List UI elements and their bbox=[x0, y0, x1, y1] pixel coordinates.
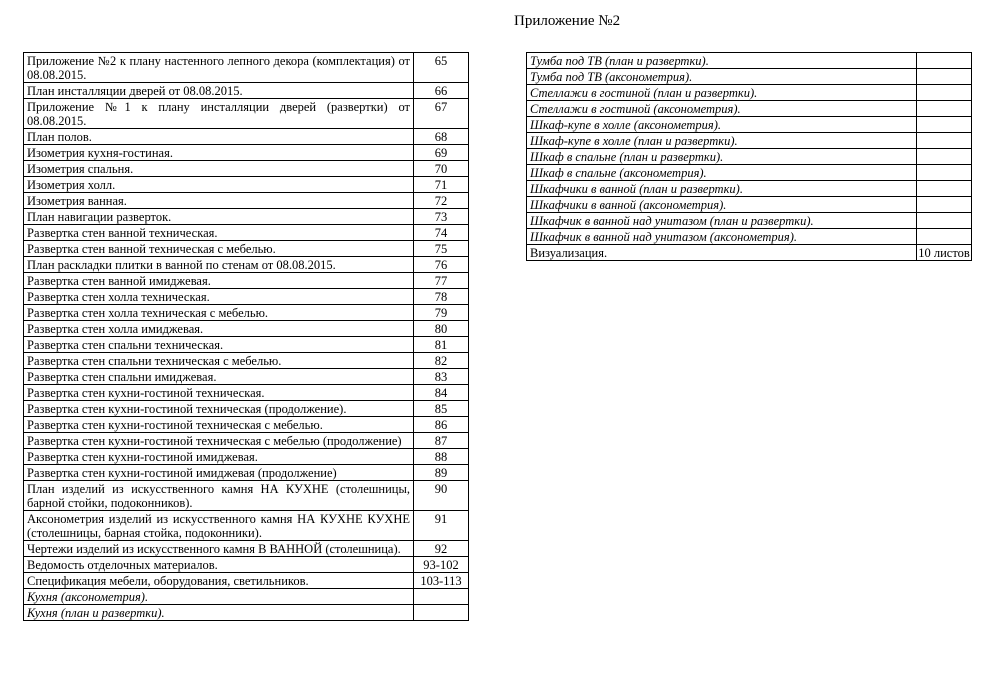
table-row bbox=[527, 117, 972, 133]
table-row bbox=[24, 511, 469, 541]
table-row bbox=[527, 133, 972, 149]
row-page-number: 70 bbox=[414, 161, 469, 177]
row-page-number bbox=[917, 197, 972, 213]
row-title: Шкаф-купе в холле (план и развертки). bbox=[527, 133, 917, 149]
table-row bbox=[24, 209, 469, 225]
row-title: Развертка стен кухни-гостиной техническая с мебелью. bbox=[24, 417, 414, 433]
row-title: Изометрия спальня. bbox=[24, 161, 414, 177]
row-title: Развертка стен кухни-гостиной техническая. bbox=[24, 385, 414, 401]
page-heading: Приложение №2 bbox=[514, 13, 621, 29]
table-row bbox=[24, 433, 469, 449]
row-page-number: 80 bbox=[414, 321, 469, 337]
row-title: Визуализация. bbox=[527, 245, 917, 261]
row-page-number bbox=[917, 85, 972, 101]
row-title: Приложение №1 к плану инсталляции дверей (развертки) от 08.08.2015. bbox=[24, 99, 414, 129]
table-row bbox=[24, 83, 469, 99]
table-row bbox=[24, 177, 469, 193]
row-title: Шкафчики в ванной (план и развертки). bbox=[527, 181, 917, 197]
row-page-number: 84 bbox=[414, 385, 469, 401]
row-title: Аксонометрия изделий из искусственного камня НА КУХНЕ КУХНЕ (столешницы, барная стойка, подоконники). bbox=[24, 511, 414, 541]
row-title: Спецификация мебели, оборудования, светильников. bbox=[24, 573, 414, 589]
table-row bbox=[24, 193, 469, 209]
table-row bbox=[24, 465, 469, 481]
table-row bbox=[24, 289, 469, 305]
table-row bbox=[24, 145, 469, 161]
row-page-number bbox=[917, 213, 972, 229]
row-page-number: 67 bbox=[414, 99, 469, 129]
table-row bbox=[24, 257, 469, 273]
table-row bbox=[24, 129, 469, 145]
table-row bbox=[527, 197, 972, 213]
row-title: План раскладки плитки в ванной по стенам от 08.08.2015. bbox=[24, 257, 414, 273]
table-row bbox=[24, 353, 469, 369]
row-page-number: 74 bbox=[414, 225, 469, 241]
table-row bbox=[24, 321, 469, 337]
contents-table-left bbox=[23, 52, 469, 621]
row-page-number bbox=[917, 101, 972, 117]
table-row bbox=[24, 417, 469, 433]
table-row bbox=[527, 101, 972, 117]
row-title: Изометрия ванная. bbox=[24, 193, 414, 209]
table-row bbox=[24, 273, 469, 289]
row-page-number: 85 bbox=[414, 401, 469, 417]
table-row bbox=[24, 305, 469, 321]
row-title: Развертка стен ванной имиджевая. bbox=[24, 273, 414, 289]
row-title: Развертка стен холла имиджевая. bbox=[24, 321, 414, 337]
row-page-number: 92 bbox=[414, 541, 469, 557]
row-title: Тумба под ТВ (аксонометрия). bbox=[527, 69, 917, 85]
row-page-number: 71 bbox=[414, 177, 469, 193]
contents-table-left-body bbox=[24, 53, 469, 621]
row-page-number: 78 bbox=[414, 289, 469, 305]
table-row bbox=[527, 85, 972, 101]
table-row bbox=[24, 99, 469, 129]
row-page-number: 75 bbox=[414, 241, 469, 257]
table-row bbox=[24, 481, 469, 511]
row-title: Изометрия кухня-гостиная. bbox=[24, 145, 414, 161]
table-row bbox=[24, 589, 469, 605]
row-title: Кухня (план и развертки). bbox=[24, 605, 414, 621]
table-row bbox=[24, 225, 469, 241]
row-page-number: 72 bbox=[414, 193, 469, 209]
row-page-number bbox=[917, 181, 972, 197]
row-title: Ведомость отделочных материалов. bbox=[24, 557, 414, 573]
row-page-number bbox=[917, 165, 972, 181]
row-page-number: 77 bbox=[414, 273, 469, 289]
row-page-number bbox=[414, 589, 469, 605]
contents-table-right bbox=[526, 52, 972, 261]
row-page-number: 10 листов bbox=[918, 246, 970, 260]
row-page-number bbox=[414, 605, 469, 621]
row-page-number: 93-102 bbox=[414, 557, 469, 573]
table-row bbox=[527, 165, 972, 181]
row-page-number: 65 bbox=[414, 53, 469, 83]
row-page-number: 66 bbox=[414, 83, 469, 99]
row-page-number: 79 bbox=[414, 305, 469, 321]
row-title: Тумба под ТВ (план и развертки). bbox=[527, 53, 917, 69]
row-title: План инсталляции дверей от 08.08.2015. bbox=[24, 83, 414, 99]
row-title: Развертка стен холла техническая с мебелью. bbox=[24, 305, 414, 321]
row-page-number: 76 bbox=[414, 257, 469, 273]
row-title: Стеллажи в гостиной (план и развертки). bbox=[527, 85, 917, 101]
row-title: Приложение №2 к плану настенного лепного декора (комплектация) от 08.08.2015. bbox=[24, 53, 414, 83]
row-title: Развертка стен кухни-гостиной имиджевая (продолжение) bbox=[24, 465, 414, 481]
row-title: Шкаф в спальне (план и развертки). bbox=[527, 149, 917, 165]
row-page-number: 103-113 bbox=[414, 573, 469, 589]
row-page-number: 91 bbox=[414, 511, 469, 541]
table-row bbox=[527, 229, 972, 245]
row-title: Развертка стен спальни имиджевая. bbox=[24, 369, 414, 385]
table-row bbox=[24, 557, 469, 573]
row-title: Шкаф в спальне (аксонометрия). bbox=[527, 165, 917, 181]
row-title: Чертежи изделий из искусственного камня В ВАННОЙ (столешница). bbox=[24, 541, 414, 557]
row-title: Шкаф-купе в холле (аксонометрия). bbox=[527, 117, 917, 133]
table-row bbox=[24, 401, 469, 417]
table-row bbox=[24, 337, 469, 353]
row-title: Шкафчик в ванной над унитазом (аксонометрия). bbox=[527, 229, 917, 245]
row-page-number: 88 bbox=[414, 449, 469, 465]
table-row bbox=[527, 149, 972, 165]
table-row bbox=[24, 449, 469, 465]
row-page-number bbox=[917, 229, 972, 245]
contents-table-right-body bbox=[527, 53, 972, 261]
row-page-number bbox=[917, 117, 972, 133]
table-row bbox=[24, 605, 469, 621]
row-title: Шкафчики в ванной (аксонометрия). bbox=[527, 197, 917, 213]
row-title: Развертка стен кухни-гостиной техническая (продолжение). bbox=[24, 401, 414, 417]
row-title: План навигации разверток. bbox=[24, 209, 414, 225]
row-title: Шкафчик в ванной над унитазом (план и развертки). bbox=[527, 213, 917, 229]
table-row bbox=[527, 213, 972, 229]
table-row bbox=[24, 541, 469, 557]
row-title: План изделий из искусственного камня НА КУХНЕ (столешницы, барной стойки, подоконников). bbox=[24, 481, 414, 511]
table-row bbox=[24, 241, 469, 257]
row-title: Стеллажи в гостиной (аксонометрия). bbox=[527, 101, 917, 117]
row-title: Развертка стен кухни-гостиной имиджевая. bbox=[24, 449, 414, 465]
row-page-number: 86 bbox=[414, 417, 469, 433]
row-page-number: 81 bbox=[414, 337, 469, 353]
row-page-number: 83 bbox=[414, 369, 469, 385]
row-title: Развертка стен холла техническая. bbox=[24, 289, 414, 305]
row-page-number: 69 bbox=[414, 145, 469, 161]
row-title: Развертка стен кухни-гостиной техническая с мебелью (продолжение) bbox=[24, 433, 414, 449]
row-title: Развертка стен ванной техническая. bbox=[24, 225, 414, 241]
row-page-number: 82 bbox=[414, 353, 469, 369]
row-title: План полов. bbox=[24, 129, 414, 145]
row-title: Кухня (аксонометрия). bbox=[24, 589, 414, 605]
row-page-number: 90 bbox=[414, 481, 469, 511]
row-page-number bbox=[917, 69, 972, 85]
table-row bbox=[527, 69, 972, 85]
table-row bbox=[24, 573, 469, 589]
table-row bbox=[24, 161, 469, 177]
row-page-number: 87 bbox=[414, 433, 469, 449]
table-row bbox=[24, 53, 469, 83]
row-page-number bbox=[917, 133, 972, 149]
table-row bbox=[527, 245, 972, 261]
row-page-number bbox=[917, 149, 972, 165]
row-page-number: 68 bbox=[414, 129, 469, 145]
row-page-number: 89 bbox=[414, 465, 469, 481]
row-title: Развертка стен ванной техническая с мебелью. bbox=[24, 241, 414, 257]
row-page-number bbox=[917, 53, 972, 69]
table-row bbox=[527, 53, 972, 69]
row-title: Развертка стен спальни техническая с мебелью. bbox=[24, 353, 414, 369]
table-row bbox=[24, 385, 469, 401]
row-title: Развертка стен спальни техническая. bbox=[24, 337, 414, 353]
row-title: Изометрия холл. bbox=[24, 177, 414, 193]
table-row bbox=[24, 369, 469, 385]
row-page-number: 73 bbox=[414, 209, 469, 225]
table-row bbox=[527, 181, 972, 197]
